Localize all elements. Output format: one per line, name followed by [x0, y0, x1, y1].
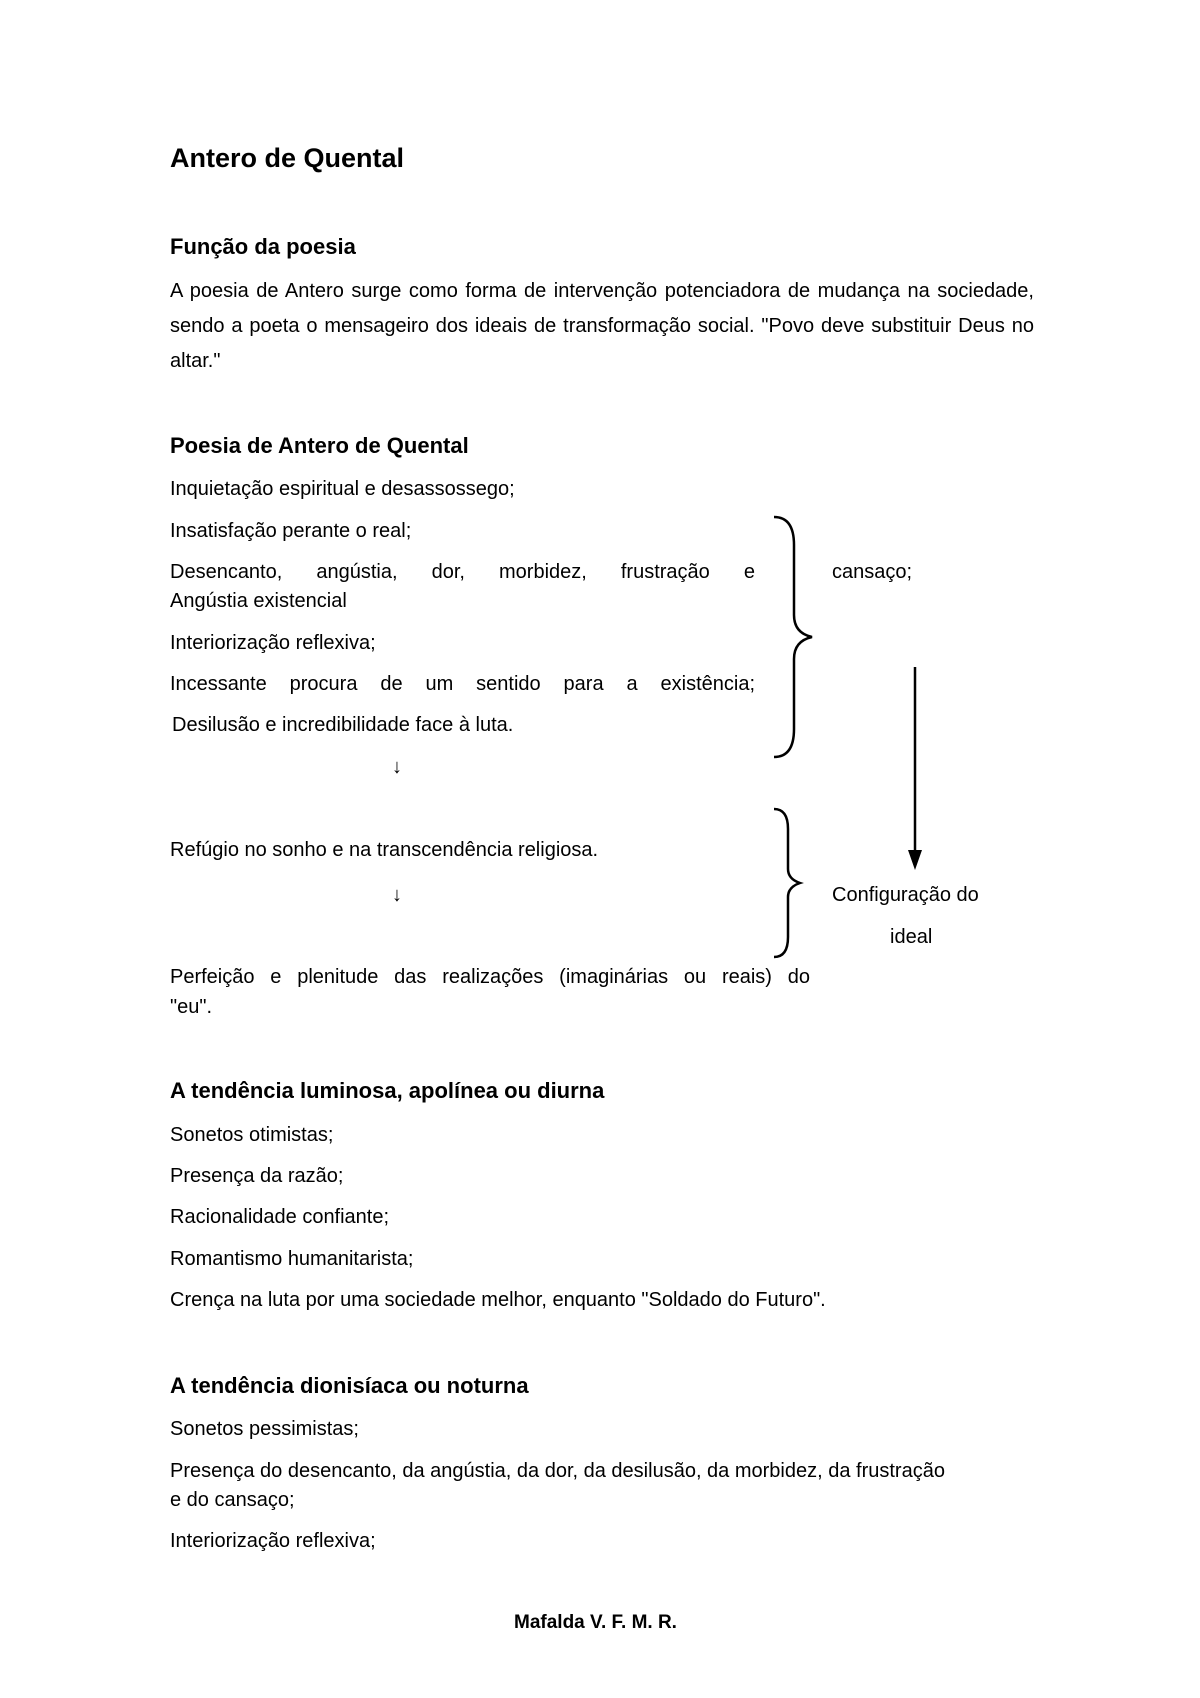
small-down-arrow: ↓	[392, 756, 402, 778]
side-word-cansaco: cansaço;	[832, 561, 913, 583]
luminosa-item: Presença da razão;	[170, 1165, 344, 1187]
small-down-arrow: ↓	[392, 884, 402, 906]
luminosa-item: Sonetos otimistas;	[170, 1124, 334, 1146]
paragraph-funcao-da-poesia: A poesia de Antero surge como forma de intervenção potenciadora de mudança na sociedade, sendo a poeta o mensageiro dos ideais de transformação social. "Povo deve substituir Deus no altar."	[170, 280, 1034, 372]
luminosa-item: Racionalidade confiante;	[170, 1206, 390, 1228]
right-brace-icon	[770, 807, 820, 959]
right-brace-icon	[770, 515, 830, 760]
document-title: Antero de Quental	[170, 143, 405, 173]
heading-tendencia-luminosa: A tendência luminosa, apolínea ou diurna	[170, 1078, 605, 1103]
poesia-item: Interiorização reflexiva;	[170, 632, 376, 654]
dionisiaca-item: e do cansaço;	[170, 1489, 295, 1511]
poesia-item: Incessante procura de um sentido para a existência;	[170, 673, 755, 695]
poesia-item: Inquietação espiritual e desassossego;	[170, 478, 515, 500]
footer-author: Mafalda V. F. M. R.	[514, 1612, 677, 1633]
dionisiaca-item: Sonetos pessimistas;	[170, 1418, 359, 1440]
perfeicao-line: "eu".	[170, 996, 213, 1018]
luminosa-item: Crença na luta por uma sociedade melhor, enquanto "Soldado do Futuro".	[170, 1289, 826, 1311]
heading-funcao-da-poesia: Função da poesia	[170, 234, 356, 259]
heading-poesia-de-antero: Poesia de Antero de Quental	[170, 433, 469, 458]
dionisiaca-item: Interiorização reflexiva;	[170, 1530, 376, 1552]
poesia-item: Angústia existencial	[170, 590, 347, 612]
poesia-item: Desencanto, angústia, dor, morbidez, frustração e	[170, 561, 755, 583]
luminosa-item: Romantismo humanitarista;	[170, 1248, 414, 1270]
configuracao-line1: Configuração do	[832, 884, 979, 906]
poesia-item: Desilusão e incredibilidade face à luta.	[172, 714, 514, 736]
perfeicao-line: Perfeição e plenitude das realizações (imaginárias ou reais) do	[170, 966, 810, 988]
poesia-item: Insatisfação perante o real;	[170, 520, 412, 542]
heading-tendencia-dionisiaca: A tendência dionisíaca ou noturna	[170, 1373, 529, 1398]
down-arrow-icon	[900, 665, 930, 875]
refugio-line: Refúgio no sonho e na transcendência religiosa.	[170, 839, 599, 861]
configuracao-line2: ideal	[890, 926, 933, 948]
dionisiaca-item: Presença do desencanto, da angústia, da dor, da desilusão, da morbidez, da frustração	[170, 1460, 945, 1482]
